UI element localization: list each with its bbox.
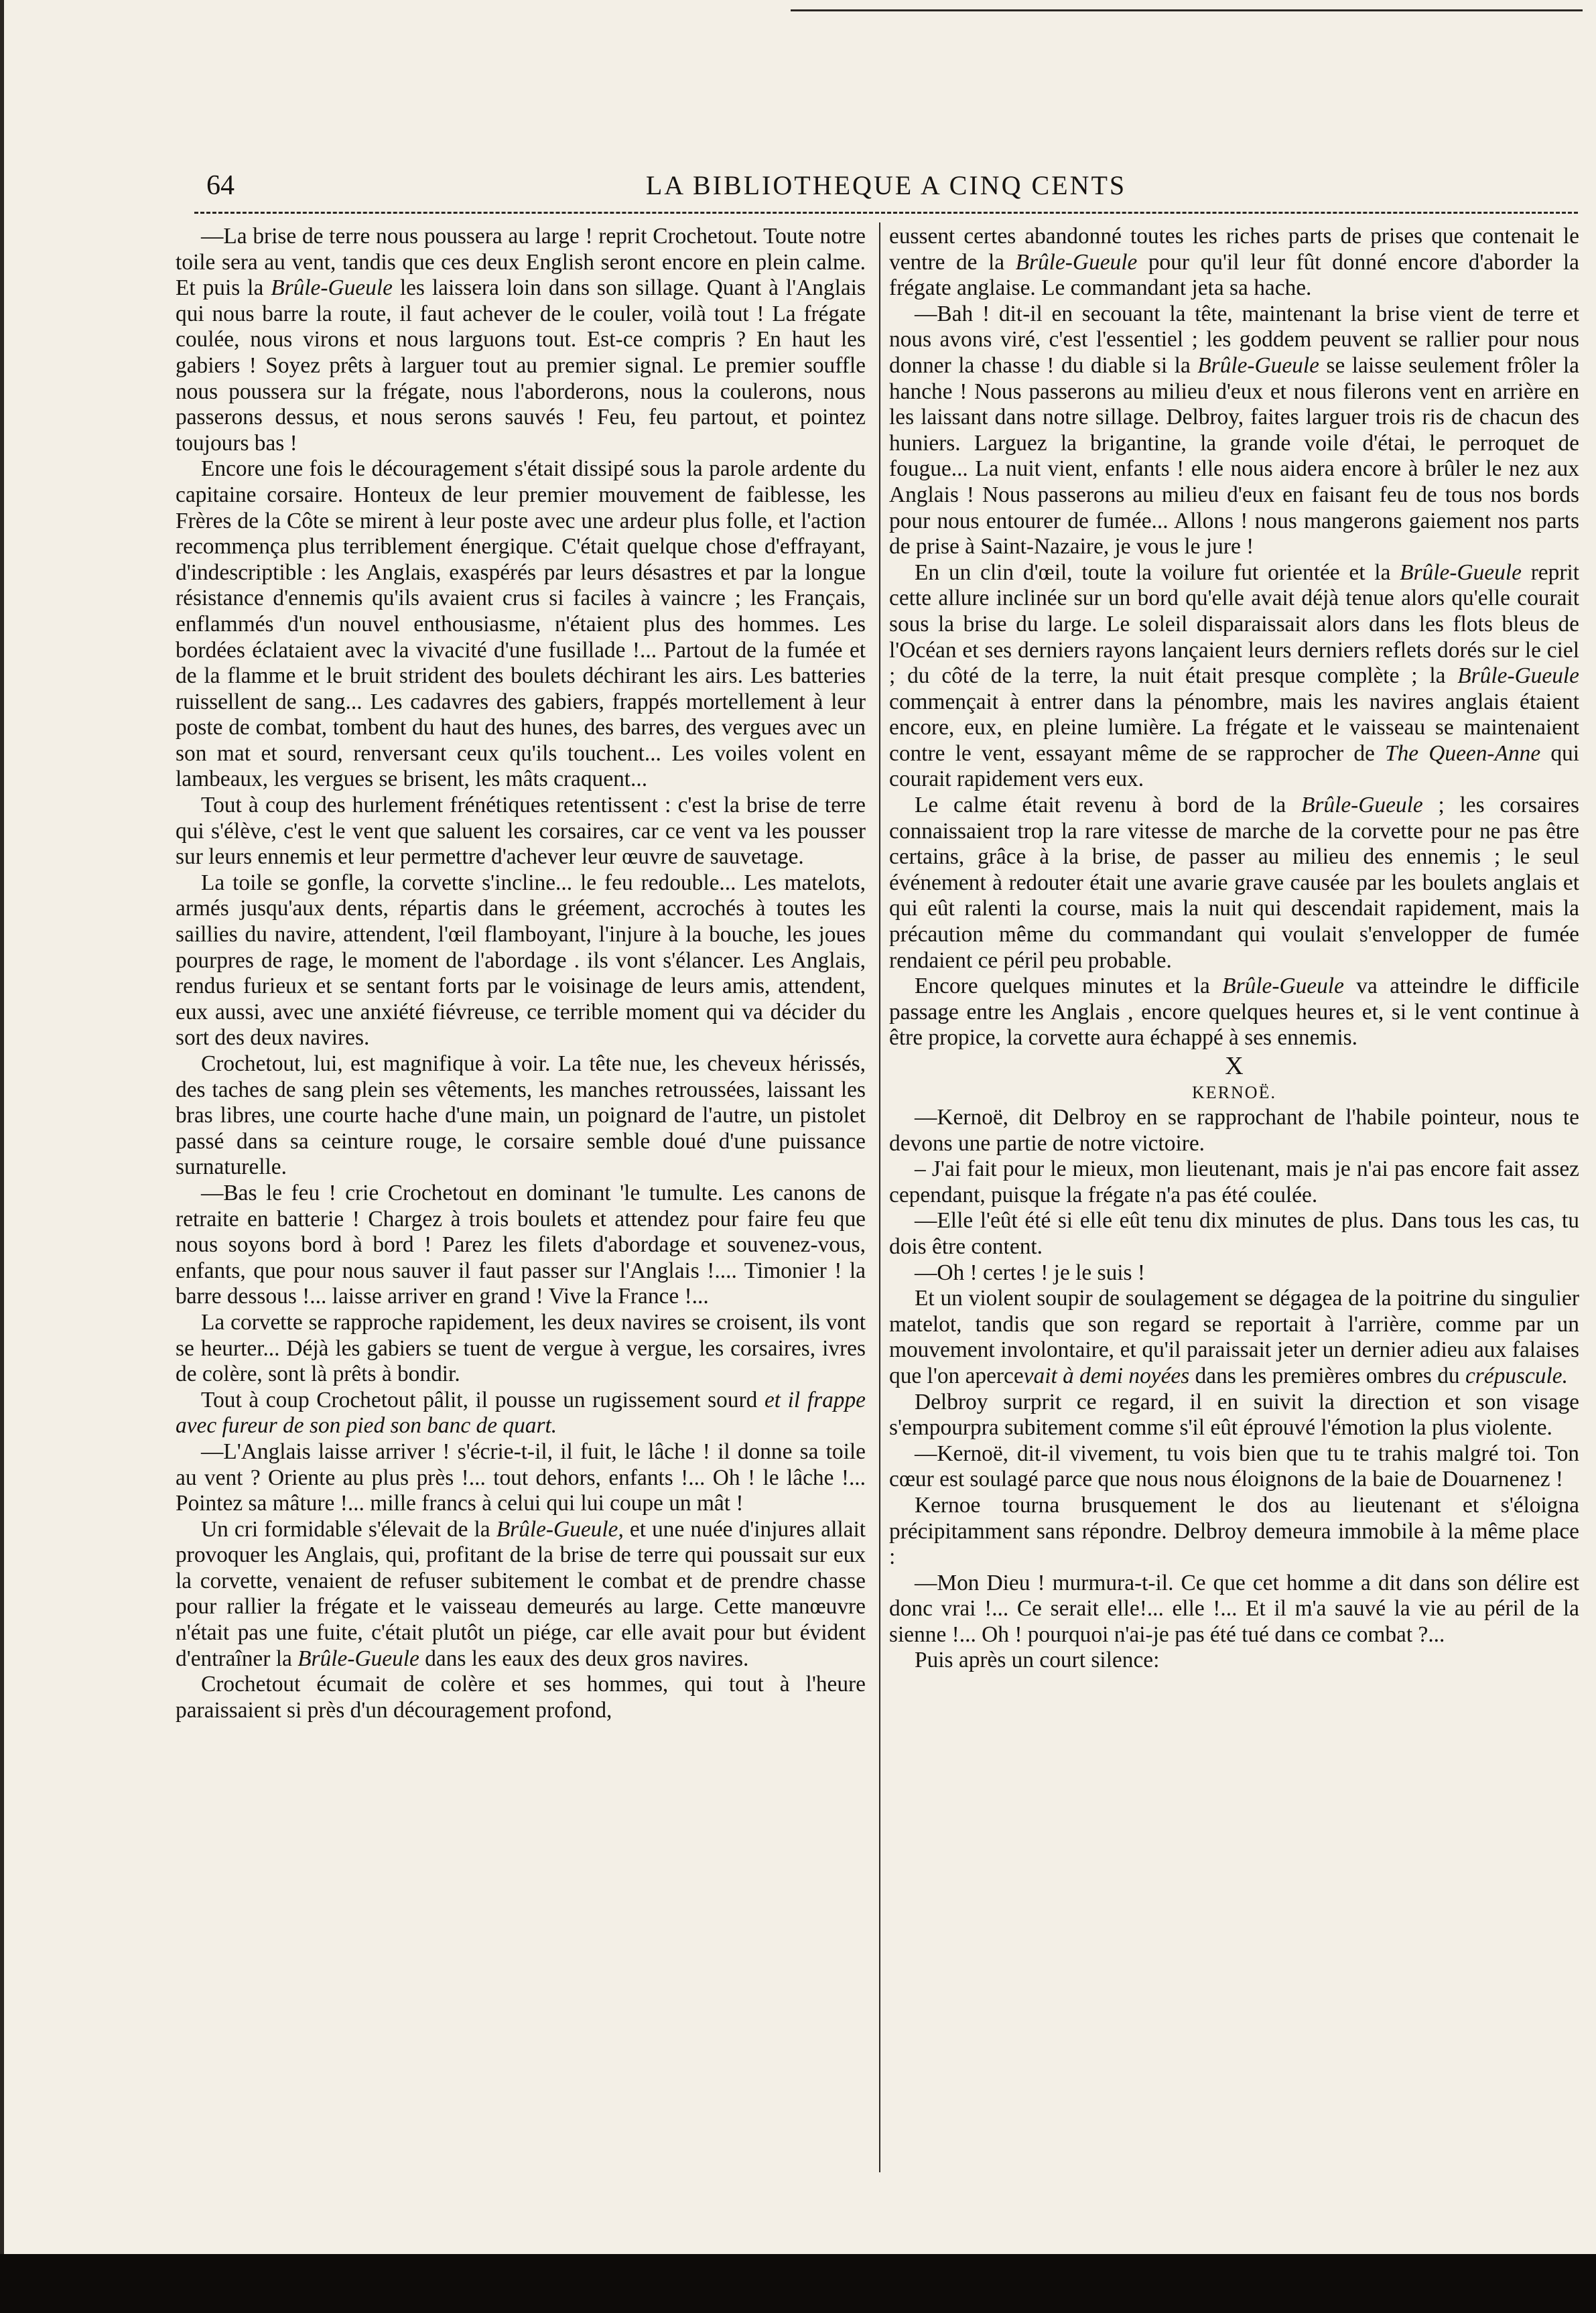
- text-run: Crochetout écumait de colère et ses hommes, qui tout à l'heure paraissaient si près d'un découragement profond,: [176, 1672, 866, 1723]
- text-run: eussent certes abandonné toutes les riches parts de prises que contenait le ventre de la: [889, 224, 1579, 275]
- text-run: —Bah ! dit-il en secouant la tête, maintenant la brise vient de terre et nous avons viré, c'est l'essentiel ; les goddem peuvent se rallier pour nous donner la chasse ! du diable si la: [889, 301, 1579, 378]
- text-run: – J'ai fait pour le mieux, mon lieutenant, mais je n'ai pas encore fait assez cependant, puisque la frégate n'a pas été coulée.: [889, 1156, 1579, 1207]
- text-run: se laisse seulement frôler la hanche ! Nous passerons au milieu d'eux et nous filerons vent en arrière en les laissant dans notre sillage. Delbroy, faites larguer trois ris de chacun des huniers. Larguez la brigantine, la grande voile d'étai, le perroquet de fougue... La nuit vient, enfants ! elle nous aidera encore à brûler le nez aux Anglais ! Nous passerons au milieu d'eux en faisant feu de tous nos bords pour nous entourer de fumée... Allons ! nous mangerons gaiement nos parts de prise à Saint-Nazaire, je vous le jure !: [889, 352, 1579, 559]
- top-rule: [791, 9, 1583, 11]
- right-column: [889, 224, 1579, 1674]
- text-run: Kernoe tourna brusquement le dos au lieutenant et s'éloigna précipitamment sans répondre. Delbroy demeura immobile à la même place :: [889, 1492, 1579, 1570]
- text-run: —Mon Dieu ! murmura-t-il. Ce que cet homme a dit dans son délire est donc vrai !... Ce serait elle!... elle !... Et il m'a sauvé la vie au péril de la sienne !... Oh ! pourquoi n'ai-je pas été tué dans ce combat ?...: [889, 1570, 1579, 1647]
- paragraph: [889, 793, 1579, 974]
- italic-text: Brûle-Gueule: [271, 275, 393, 301]
- italic-text: The Queen-Anne: [1385, 740, 1541, 766]
- paragraph: [176, 1388, 866, 1439]
- text-run: va atteindre le difficile passage entre les Anglais , encore quelques heures et, si le vent continue à être propice, la corvette aura échappé à ses ennemis.: [889, 974, 1579, 1051]
- italic-text: Brûle-Gueule: [1301, 793, 1423, 818]
- paragraph: [176, 224, 866, 456]
- paragraph: [176, 1672, 866, 1723]
- text-run: Encore quelques minutes et la: [915, 974, 1223, 999]
- page-left-edge: [0, 0, 4, 2313]
- paragraph: [889, 1105, 1579, 1156]
- paragraph: [889, 1286, 1579, 1389]
- paragraph: [176, 793, 866, 870]
- section-title: KERNOË.: [1192, 1083, 1276, 1102]
- italic-text: vait à demi noyées: [1023, 1363, 1190, 1388]
- text-run: Tout à coup Crochetout pâlit, il pousse un rugissement sourd: [201, 1387, 764, 1412]
- italic-text: et il frappe avec fureur de son pied son banc de quart.: [176, 1387, 866, 1439]
- text-run: et une nuée d'injures allait provoquer les Anglais, qui, profitant de la brise de terre qui poussait sur eux la corvette, venaient de refuser subitement le combat et de prendre chasse pour rallier la frégate et le vaisseau demeurés au large. Cette manœuvre n'était pas une fuite, c'était plutôt un piége, car elle avait pour but évident d'entraîner la: [176, 1516, 866, 1671]
- text-run: —L'Anglais laisse arriver ! s'écrie-t-il, il fuit, le lâche ! il donne sa toile au vent ? Oriente au plus près !... tout dehors, enfants !... Oh ! le lâche !... Pointez sa mâture !... mille francs à celui qui lui coupe un mât !: [176, 1439, 866, 1516]
- paragraph: [889, 1260, 1579, 1286]
- text-run: En un clin d'œil, toute la voilure fut orientée et la: [915, 559, 1400, 585]
- page-bottom-edge: [0, 2254, 1596, 2313]
- text-run: ; les corsaires connaissaient trop la rare vitesse de marche de la corvette pour ne pas être certains, grâce à la brise, de passer au milieu des ennemis ; le seul événement à redouter était une avarie grave causée par les boulets anglais et qui eût ralenti la course, mais la nuit qui descendait rapidement, mais la précaution même du commandant qui voulait s'envelopper de fumée rendaient ce péril peu probable.: [889, 793, 1579, 973]
- paragraph: [176, 1439, 866, 1517]
- text-run: qui courait rapidement vers eux.: [889, 740, 1580, 792]
- paragraph: [889, 1390, 1579, 1441]
- italic-text: Brûle-Gueule,: [496, 1516, 624, 1542]
- paragraph: [176, 1310, 866, 1388]
- text-run: pour qu'il leur fût donné encore d'aborder la frégate anglaise. Le commandant jeta sa hache.: [889, 249, 1579, 301]
- italic-text: Brûle-Gueule: [1400, 559, 1522, 585]
- text-run: Un cri formidable s'élevait de la: [201, 1516, 496, 1542]
- italic-text: Brûle-Gueule: [1222, 974, 1344, 999]
- italic-text: crépuscule.: [1465, 1363, 1568, 1388]
- paragraph: [176, 1517, 866, 1672]
- text-run: —La brise de terre nous poussera au large ! reprit Crochetout. Toute notre toile sera au vent, tandis que ces deux English seront encore en plein calme. Et puis la: [176, 224, 866, 301]
- text-run: Le calme était revenu à bord de la: [915, 793, 1301, 818]
- text-run: —Elle l'eût été si elle eût tenu dix minutes de plus. Dans tous les cas, tu dois être content.: [889, 1208, 1579, 1259]
- paragraph: [889, 302, 1579, 560]
- text-run: les laissera loin dans son sillage. Quant à l'Anglais qui nous barre la route, il faut achever de le couler, voilà tout ! La frégate coulée, nous virons et nous larguons tout. Est-ce compris ? En haut les gabiers ! Soyez prêts à larguer tout au premier signal. Le premier souffle nous poussera sur la frégate, nous l'aborderons, nous la coulerons, nous passerons dessus, et nous serons sauvés ! Feu, feu partout, et pointez toujours bas !: [176, 275, 866, 456]
- paragraph: [176, 456, 866, 793]
- text-run: Tout à coup des hurlement frénétiques retentissent : c'est la brise de terre qui s'élève, c'est le vent que saluent les corsaires, car ce vent va les pousser sur leurs ennemis et leur permettre d'achever leur œuvre de sauvetage.: [176, 793, 866, 870]
- text-run: La corvette se rapproche rapidement, les deux navires se croisent, ils vont se heurter... Déjà les gabiers se tuent de vergue à vergue, les corsaires, ivres de colère, sont là prêts à bondir.: [176, 1309, 866, 1387]
- header-rule: [194, 212, 1578, 214]
- section-number: X: [1225, 1052, 1244, 1080]
- left-column: [176, 224, 866, 1723]
- paragraph: [889, 1208, 1579, 1260]
- paragraph: [889, 1156, 1579, 1208]
- text-run: commençait à entrer dans la pénombre, mais les navires anglais étaient encore, eux, en pleine lumière. La frégate et le vaisseau se maintenaient contre le vent, essayant même de se rapprocher de: [889, 689, 1579, 766]
- paragraph: [889, 974, 1579, 1051]
- italic-text: Brûle-Gueule: [1015, 249, 1138, 275]
- page-number: 64: [206, 170, 235, 201]
- paragraph: [889, 1648, 1579, 1674]
- text-run: La toile se gonfle, la corvette s'incline... le feu redouble... Les matelots, armés jusqu'aux dents, répartis dans le gréement, accrochés à toutes les saillies du navire, attendent, l'œil flamboyant, l'injure à la bouche, les joues pourpres de rage, le moment de l'abordage . ils vont s'élancer. Les Anglais, rendus furieux et se sentant forts par le voisinage de leurs amis, attendent, eux aussi, avec une anxiété fiévreuse, ce terrible moment qui va décider du sort des deux navires.: [176, 870, 866, 1051]
- italic-text: Brûle-Gueule: [1197, 352, 1319, 378]
- text-run: —Kernoë, dit Delbroy en se rapprochant de l'habile pointeur, nous te devons une partie de notre victoire.: [889, 1105, 1579, 1156]
- text-run: Et un violent soupir de soulagement se dégagea de la poitrine du singulier matelot, tandis que son regard se reportait à l'arrière, comme par un mouvement involontaire, et qu'il paraissait jeter un dernier adieu aux falaises que l'on aperce: [889, 1286, 1579, 1388]
- paragraph: [176, 870, 866, 1051]
- column-divider: [879, 222, 880, 2172]
- text-run: Encore une fois le découragement s'était dissipé sous la parole ardente du capitaine corsaire. Honteux de leur premier mouvement de faiblesse, les Frères de la Côte se mirent à leur poste avec une ardeur plus folle, et l'action recommença plus terriblement énergique. C'était quelque chose d'effrayant, d'indescriptible : les Anglais, exaspérés par leurs désastres et par la longue résistance d'ennemis qu'ils avaient crus si faciles à vaincre ; les Français, enflammés d'un nouvel enthousiasme, n'étaient plus des hommes. Les bordées éclataient avec la vivacité d'une fusillade !... Partout de la fumée et de la flamme et le bruit strident des boulets déchirant les airs. Les batteries ruissellent de sang... Les cadavres des gabiers, frappés mortellement à leur poste de combat, tombent du haut des hunes, des barres, des vergues avec un son mat et sourd, renversant ceux qu'ils touchent... Les voiles volent en lambeaux, les vergues se brisent, les mâts craquent...: [176, 456, 866, 792]
- text-run: Crochetout, lui, est magnifique à voir. La tête nue, les cheveux hérissés, des taches de sang plein ses vêtements, les manches retroussées, laissant les bras libres, une courte hache d'une main, un poignard de l'autre, un pistolet passé dans sa ceinture rouge, le corsaire semble doué d'une puissance surnaturelle.: [176, 1051, 866, 1180]
- text-run: —Oh ! certes ! je le suis !: [915, 1260, 1145, 1285]
- text-run: Delbroy surprit ce regard, il en suivit la direction et son visage s'empourpra subitement comme s'il eût éprouvé l'émotion la plus violente.: [889, 1389, 1579, 1441]
- text-run: dans les eaux des deux gros navires.: [419, 1646, 749, 1671]
- text-run: —Kernoë, dit-il vivement, tu vois bien que tu te trahis malgré toi. Ton cœur est soulagé parce que nous nous éloignons de la baie de Douarnenez !: [889, 1441, 1579, 1492]
- text-run: reprit cette allure inclinée sur un bord qu'elle avait déjà tenue alors qu'elle courait sous la brise du large. Le soleil disparaissait alors dans les flots bleus de l'Océan et ses derniers rayons lançaient leurs derniers reflets dorés sur le ciel ; du côté de la terre, la nuit était presque complète ; la: [889, 559, 1579, 689]
- paragraph: [889, 1441, 1579, 1493]
- page-header: [194, 169, 1578, 202]
- paragraph: [889, 1493, 1579, 1571]
- italic-text: Brûle-Gueule: [297, 1646, 419, 1671]
- paragraph: [889, 224, 1579, 302]
- paragraph: [176, 1051, 866, 1181]
- italic-text: Brûle-Gueule: [1457, 663, 1579, 689]
- text-run: Puis après un court silence:: [915, 1648, 1160, 1673]
- paragraph: [176, 1181, 866, 1310]
- paragraph: [889, 560, 1579, 793]
- text-run: dans les premières ombres du: [1189, 1363, 1465, 1388]
- text-run: —Bas le feu ! crie Crochetout en dominant 'le tumulte. Les canons de retraite en batterie ! Chargez à trois boulets et attendez pour faire feu que nous soyons bord à bord ! Parez les filets d'abordage et souvenez-vous, enfants, que pour nous sauver il faut passer sur l'Anglais !.... Timonier ! la barre dessous !... laisse arriver en grand ! Vive la France !...: [176, 1180, 866, 1309]
- paragraph: [889, 1571, 1579, 1648]
- running-title: LA BIBLIOTHEQUE A CINQ CENTS: [645, 170, 1127, 200]
